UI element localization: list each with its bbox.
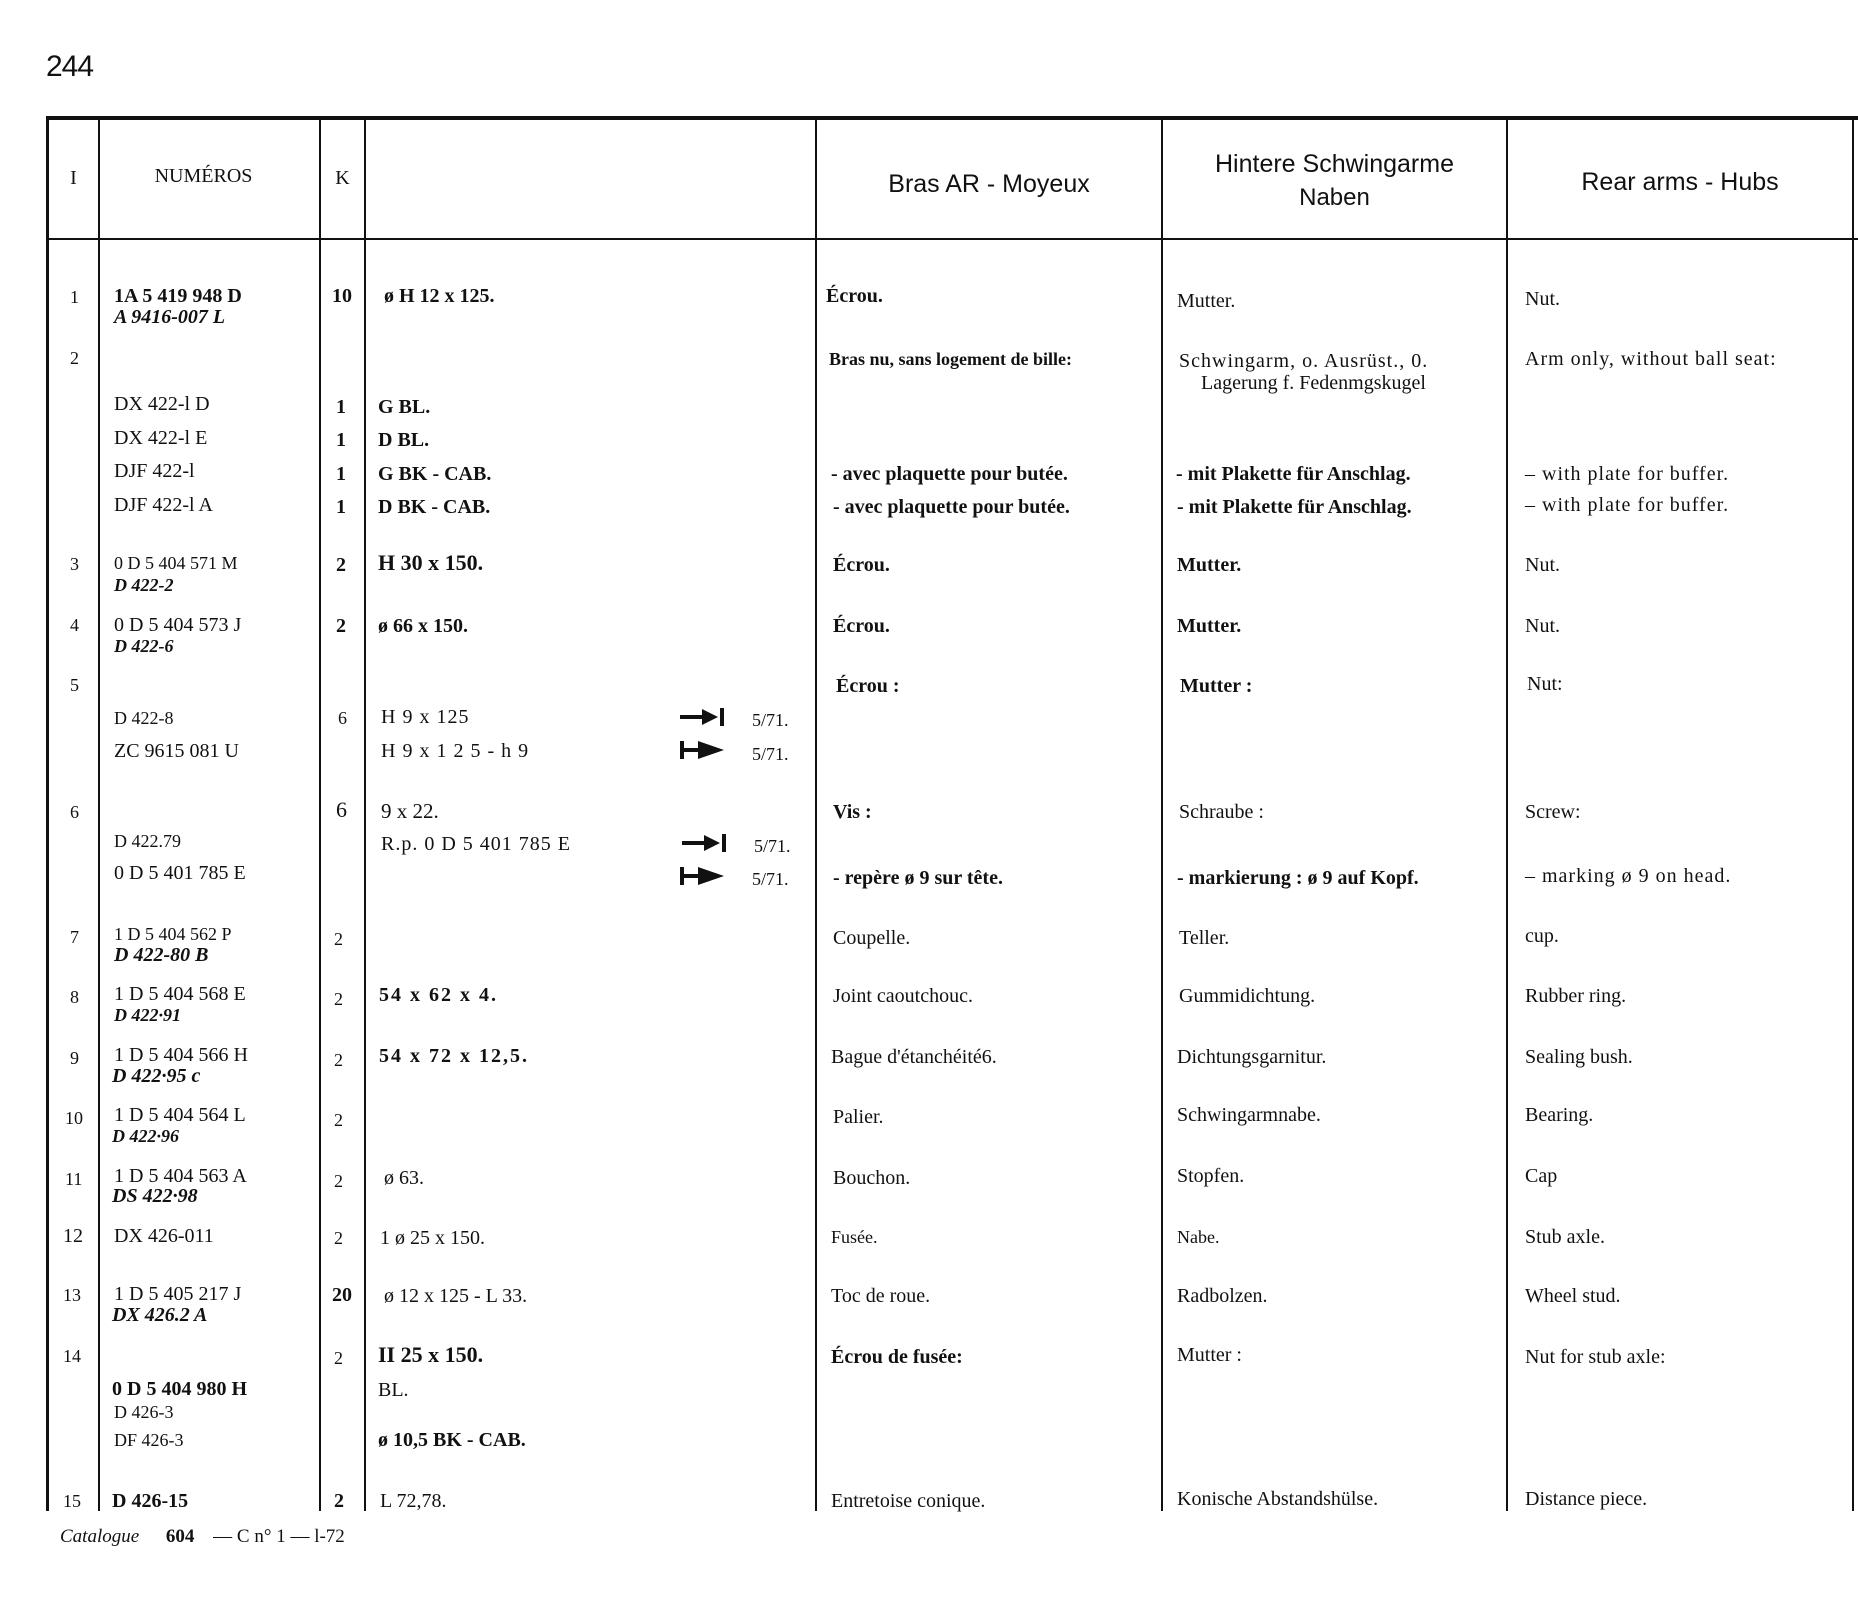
french-text: - avec plaquette pour butée. [833,496,1070,518]
footer-edition: — C n° 1 — l-72 [213,1526,345,1547]
french-text: Bague d'étanchéité6. [831,1046,997,1068]
english-text: – with plate for buffer. [1525,494,1730,516]
part-number: DF 426-3 [114,1430,184,1450]
german-text: Gummidichtung. [1179,985,1316,1007]
english-text: – marking ø 9 on head. [1525,865,1732,887]
english-text: Bearing. [1525,1104,1594,1126]
part-number: D 422-8 [114,708,174,728]
part-number: DJF 422-l A [114,494,213,516]
french-text: Entretoise conique. [831,1490,986,1512]
row-index: 13 [63,1285,81,1305]
part-number: DX 422-l E [114,427,208,449]
header-english: Rear arms - Hubs [1581,168,1779,196]
quantity: 1 [336,396,346,418]
row-index: 14 [63,1346,81,1366]
part-number: 1 D 5 404 564 L [114,1104,246,1126]
part-number-alt: DS 422·98 [112,1185,198,1207]
quantity: 6 [338,708,347,728]
change-date: 5/71. [752,869,789,889]
part-number: 1 D 5 405 217 J [114,1283,242,1305]
description: D BL. [378,429,430,451]
row-index: 12 [63,1225,83,1247]
english-text: Nut for stub axle: [1525,1346,1666,1368]
french-text: - repère ø 9 sur tête. [833,867,1003,889]
german-text: Nabe. [1177,1227,1220,1247]
header-french: Bras AR - Moyeux [888,170,1090,198]
french-text: Vis : [833,801,872,823]
part-number: 0 D 5 404 573 J [114,614,242,636]
quantity: 2 [336,554,346,576]
english-text: Distance piece. [1525,1488,1648,1510]
arrow-start-icon [680,865,728,887]
header-german-line2: Naben [1299,184,1370,211]
german-text: Schwingarm, o. Ausrüst., 0. [1179,350,1429,372]
footer-number: 604 [165,1526,195,1547]
quantity: 2 [334,1050,343,1070]
quantity: 20 [332,1284,352,1306]
col-rule-index [98,116,100,1511]
change-date: 5/71. [754,836,791,856]
english-text: Nut: [1527,673,1563,695]
description: II 25 x 150. [378,1342,484,1367]
french-text: Coupelle. [833,927,911,949]
quantity: 2 [334,1171,343,1191]
header-german [1163,147,1506,215]
description: 9 x 22. [381,799,439,823]
part-number-alt: D 422·95 c [112,1065,201,1087]
french-text: Joint caoutchouc. [833,985,973,1007]
english-text: Nut. [1525,554,1560,576]
french-text: Écrou : [836,675,900,697]
french-text: Fusée. [831,1227,878,1247]
part-number-alt: D 422·96 [112,1126,179,1146]
english-text: – with plate for buffer. [1525,463,1730,485]
french-text: Écrou. [833,615,890,637]
description: H 9 x 125 [381,706,470,728]
german-text: Mutter. [1177,290,1236,312]
quantity: 2 [334,1348,343,1368]
german-text: Radbolzen. [1177,1285,1268,1307]
english-text: Screw: [1525,801,1581,823]
english-text: cup. [1525,925,1559,947]
german-text: Stopfen. [1177,1165,1245,1187]
german-text: Mutter. [1177,615,1242,637]
arrow-stop-icon [680,706,728,728]
row-index: 3 [70,554,79,574]
header-index: I [70,167,77,189]
description: H 30 x 150. [378,550,484,575]
german-text-line2: Lagerung f. Fedenmgskugel [1201,372,1426,394]
page-number: 244 [46,50,94,83]
quantity: 6 [336,797,347,822]
french-text: - avec plaquette pour butée. [831,463,1068,485]
part-number-alt: D 422-80 B [114,944,209,966]
quantity: 2 [334,1110,343,1130]
german-text: Konische Abstandshülse. [1177,1488,1379,1510]
col-rule-english [1852,116,1854,1511]
row-index: 1 [70,287,79,307]
part-number: 0 D 5 404 980 H [112,1378,247,1400]
french-text: Écrou. [826,285,883,307]
row-index: 9 [70,1048,79,1068]
description: R.p. 0 D 5 401 785 E [381,833,571,855]
english-text: Rubber ring. [1525,985,1627,1007]
description: D BK - CAB. [378,496,491,518]
german-text: - mit Plakette für Anschlag. [1176,463,1411,485]
french-text: Écrou de fusée: [831,1346,963,1368]
arrow-stop-icon [682,832,730,854]
quantity: 2 [334,989,343,1009]
col-rule-desc [815,116,817,1511]
part-number: DJF 422-l [114,460,195,482]
description: L 72,78. [380,1490,447,1512]
footer-label: Catalogue [60,1526,140,1547]
description: 54 x 62 x 4. [379,984,498,1006]
part-number: D 426-3 [114,1402,174,1422]
french-text: Bouchon. [833,1167,911,1189]
quantity: 1 [336,496,346,518]
row-index: 5 [70,675,79,695]
german-text: Teller. [1179,927,1230,949]
part-number: D 426-15 [112,1490,189,1512]
header-german-line1: Hintere Schwingarme [1215,150,1454,178]
english-text: Nut. [1525,288,1560,310]
description: H 9 x 1 2 5 - h 9 [381,740,530,762]
french-text: Écrou. [833,554,890,576]
german-text: Mutter. [1177,554,1242,576]
quantity: 2 [334,1228,343,1248]
part-number: 1A 5 419 948 D [114,285,242,307]
part-number: 1 D 5 404 563 A [114,1165,247,1187]
description: ø 10,5 BK - CAB. [378,1429,526,1451]
part-number-alt: D 422·91 [114,1005,181,1025]
english-text: Stub axle. [1525,1226,1605,1248]
part-number-alt: A 9416-007 L [114,306,226,328]
french-text: Bras nu, sans logement de bille: [829,349,1073,369]
quantity: 10 [332,285,352,307]
row-index: 8 [70,987,79,1007]
change-date: 5/71. [752,710,789,730]
german-text: Schwingarmnabe. [1177,1104,1321,1126]
part-number: ZC 9615 081 U [114,740,239,762]
description: 54 x 72 x 12,5. [379,1045,529,1067]
german-text: Dichtungsgarnitur. [1177,1046,1327,1068]
english-text: Cap [1525,1165,1558,1187]
german-text: Schraube : [1179,801,1264,823]
row-index: 2 [70,348,79,368]
part-number: 0 D 5 404 571 M [114,553,238,573]
quantity: 1 [336,463,346,485]
description: G BL. [378,396,431,418]
english-text: Nut. [1525,615,1560,637]
description: ø 66 x 150. [378,615,468,637]
description: 1 ø 25 x 150. [380,1227,485,1249]
description: BL. [378,1379,409,1401]
row-index: 15 [63,1491,81,1511]
catalogue-footer [60,1526,345,1548]
part-number-alt: D 422-2 [114,575,174,595]
quantity: 2 [334,1490,344,1512]
german-text: - markierung : ø 9 auf Kopf. [1177,867,1419,889]
row-index: 6 [70,802,79,822]
french-text: Toc de roue. [831,1285,931,1307]
description: G BK - CAB. [378,463,492,485]
col-rule-qty [364,116,366,1511]
row-index: 4 [70,615,79,635]
col-rule-left [46,116,49,1511]
german-text: - mit Plakette für Anschlag. [1177,496,1412,518]
part-number: 1 D 5 404 566 H [114,1044,248,1066]
quantity: 2 [334,929,343,949]
part-number: D 422.79 [114,831,181,851]
part-number: 0 D 5 401 785 E [114,862,246,884]
description: ø 63. [384,1167,424,1189]
quantity: 1 [336,429,346,451]
header-qty: K [335,167,350,189]
description: ø 12 x 125 - L 33. [384,1285,528,1307]
header-numbers: NUMÉROS [154,165,253,187]
english-text: Sealing bush. [1525,1046,1633,1068]
part-number: 1 D 5 404 562 P [114,924,232,944]
english-text: Wheel stud. [1525,1285,1621,1307]
col-rule-german [1506,116,1508,1511]
row-index: 11 [65,1169,83,1189]
change-date: 5/71. [752,744,789,764]
french-text: Palier. [833,1106,884,1128]
part-number: DX 422-l D [114,393,210,415]
col-rule-numbers [319,116,321,1511]
row-index: 10 [65,1108,83,1128]
german-text: Mutter : [1177,1344,1242,1366]
table-top-rule [46,116,1858,120]
part-number: DX 426-011 [114,1225,214,1247]
part-number-alt: D 422-6 [114,636,174,656]
quantity: 2 [336,615,346,637]
description: ø H 12 x 125. [384,285,495,307]
row-index: 7 [70,927,79,947]
part-number-alt: DX 426.2 A [112,1304,208,1326]
english-text: Arm only, without ball seat: [1525,348,1777,370]
german-text: Mutter : [1180,675,1253,697]
part-number: 1 D 5 404 568 E [114,983,246,1005]
header-bottom-rule [46,238,1858,240]
col-rule-french [1161,116,1163,1511]
arrow-start-icon [680,739,728,761]
